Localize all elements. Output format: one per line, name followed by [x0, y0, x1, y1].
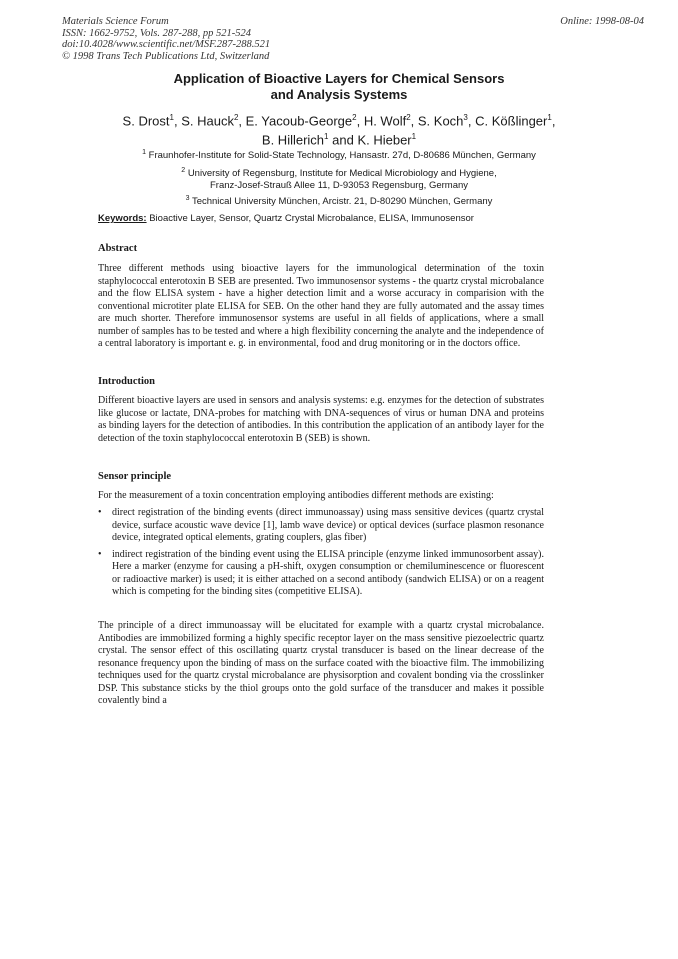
author-affil-mark: 2 — [406, 113, 411, 122]
list-item — [98, 507, 544, 545]
author-name: E. Yacoub-George — [245, 113, 353, 129]
list-item — [98, 549, 544, 599]
introduction-heading: Introduction — [98, 376, 155, 387]
affil-number: 2 — [181, 167, 186, 174]
author-affil-mark: 1 — [411, 132, 417, 142]
author-name: S. Hauck — [181, 113, 234, 129]
affil-number: 3 — [185, 195, 190, 202]
keywords-text: Bioactive Layer, Sensor, Quartz Crystal Microbalance, ELISA, Immunosensor — [149, 213, 474, 224]
journal-name: Materials Science Forum — [62, 16, 169, 27]
author-affil-mark: 1 — [547, 113, 552, 122]
paper-title — [0, 71, 678, 103]
author-affil-mark: 1 — [169, 113, 174, 122]
list-item-text: direct registration of the binding events (direct immunoassay) using mass sensitive devices (quartz crystal device, surface acoustic wave device [1], lamb wave device) or optical devices (surface plasmon resonance device, integrated optical elements, grating couplers, glas fiber) — [112, 507, 544, 543]
author-name: S. Koch — [417, 113, 464, 129]
author-list: S. Drost$^1$, S. Hauck$^2$, E. Yacoub-George$^2$, H. Wolf$^2$, S. Koch$^3$, C. Kößlinger$^1$, B. Hillerich$^1$ and K. Hieber$^1$ — [122, 113, 556, 148]
author-affil-mark: 1 — [324, 132, 329, 142]
doi-line: doi:10.4028/www.scientific.net/MSF.287-288.521 — [62, 39, 271, 50]
author-name: S. Drost — [122, 113, 170, 129]
sensor-principle-heading: Sensor principle — [98, 471, 172, 482]
journal-metadata — [62, 16, 270, 62]
introduction-text: Different bioactive layers are used in sensors and analysis systems: e.g. enzymes for the detection of substrates like glucose or lactate, DNA-probes for matching with DNA-sequences of virus or human DNA and proteins as binding layers for the detection of antibodies. In this contribution the application of an antibody layer for the detection of the toxin staphylococcal enterotoxin B (SEB) is shown. — [98, 395, 544, 444]
author-name: K. Hieber — [357, 132, 412, 148]
list-item-text: indirect registration of the binding event using the ELISA principle (enzyme linked immunosorbent assay). Here a marker (enzyme for causing a pH-shift, oxygen consumption or chemiluminescence or fluorescent or radioactive marker) is used; it is either attached on a second antibody (sandwich ELISA) or on a reagent which is competing for the binding sites (competitive ELISA). — [112, 548, 544, 597]
title-line-1: Application of Bioactive Layers for Chemical Sensors — [173, 71, 505, 86]
affiliation-3 — [0, 193, 678, 208]
bullet-icon: • — [98, 548, 102, 560]
abstract-text: Three different methods using bioactive layers for the immunological determination of the toxin staphylococcal enterotoxin B SEB are presented. Two immunosensor systems - the quartz crystal microbalance and the flow ELISA system - have a higher detection limit and a worse accuracy in comparision with the conventional microtiter plate ELISA for SEB. On the other hand they are fully automated and the assay times are much shorter. Therefore immunosensor systems are useful in all fields of applications, where a small number of samples has to be tested and where a high flexibility concerning the analyte and the independence of a central laboratory is important e. g. in environmental, food and drug monitoring or in the doctors office. — [98, 263, 544, 349]
author-affil-mark: 3 — [463, 113, 468, 122]
online-date: Online: 1998-08-04 — [560, 16, 644, 27]
affiliation-2 — [0, 165, 678, 192]
affil-text: Fraunhofer-Institute for Solid-State Technology, Hansastr. 27d, D-80686 München, Germany — [148, 150, 536, 162]
bullet-icon: • — [98, 507, 102, 518]
keywords-label: Keywords: — [98, 213, 147, 224]
author-name: C. Kößlinger — [475, 113, 548, 129]
author-affil-mark: 2 — [233, 113, 239, 122]
author-affil-mark: 2 — [352, 113, 357, 122]
issn-line: ISSN: 1662-9752, Vols. 287-288, pp 521-524 — [62, 27, 251, 39]
affil-text: Technical University München, Arcistr. 21, D-80290 München, Germany — [191, 196, 493, 208]
affiliation-1 — [0, 147, 678, 162]
affil-text: University of Regensburg, Institute for Medical Microbiology and Hygiene, — [187, 168, 497, 180]
method-list — [98, 507, 544, 603]
affil-number: 1 — [142, 149, 146, 156]
sensor-principle-intro: For the measurement of a toxin concentration employing antibodies different methods are existing: — [98, 490, 494, 501]
keywords-line — [98, 213, 474, 224]
abstract-heading: Abstract — [98, 243, 138, 254]
author-name: B. Hillerich — [261, 132, 325, 148]
author-name: H. Wolf — [363, 113, 407, 129]
affil-text: Franz-Josef-Strauß Allee 11, D-93053 Regensburg, Germany — [209, 180, 469, 192]
sensor-principle-body: The principle of a direct immunoassay will be elucitated for example with a quartz crystal microbalance. Antibodies are immobilized forming a highly specific receptor layer on the mass sensitive piezoelectric quartz crystal. The sensor effect of this oscillating quartz crystal transducer is based on the linear decrease of the resonance frequency upon the binding of mass on the surface coated with the bioactive film. The immobilizing techniques used for the quartz crystal microbalance are physisorption and covalent bonding via the crosslinker DSP. This substance sticks by the thiol groups onto the gold surface of the transducer and makes it possible covalently bind a — [98, 620, 544, 706]
author-conjunction: and — [332, 132, 354, 148]
title-line-2: and Analysis Systems — [270, 87, 408, 102]
copyright-line: © 1998 Trans Tech Publications Ltd, Switzerland — [62, 50, 270, 62]
